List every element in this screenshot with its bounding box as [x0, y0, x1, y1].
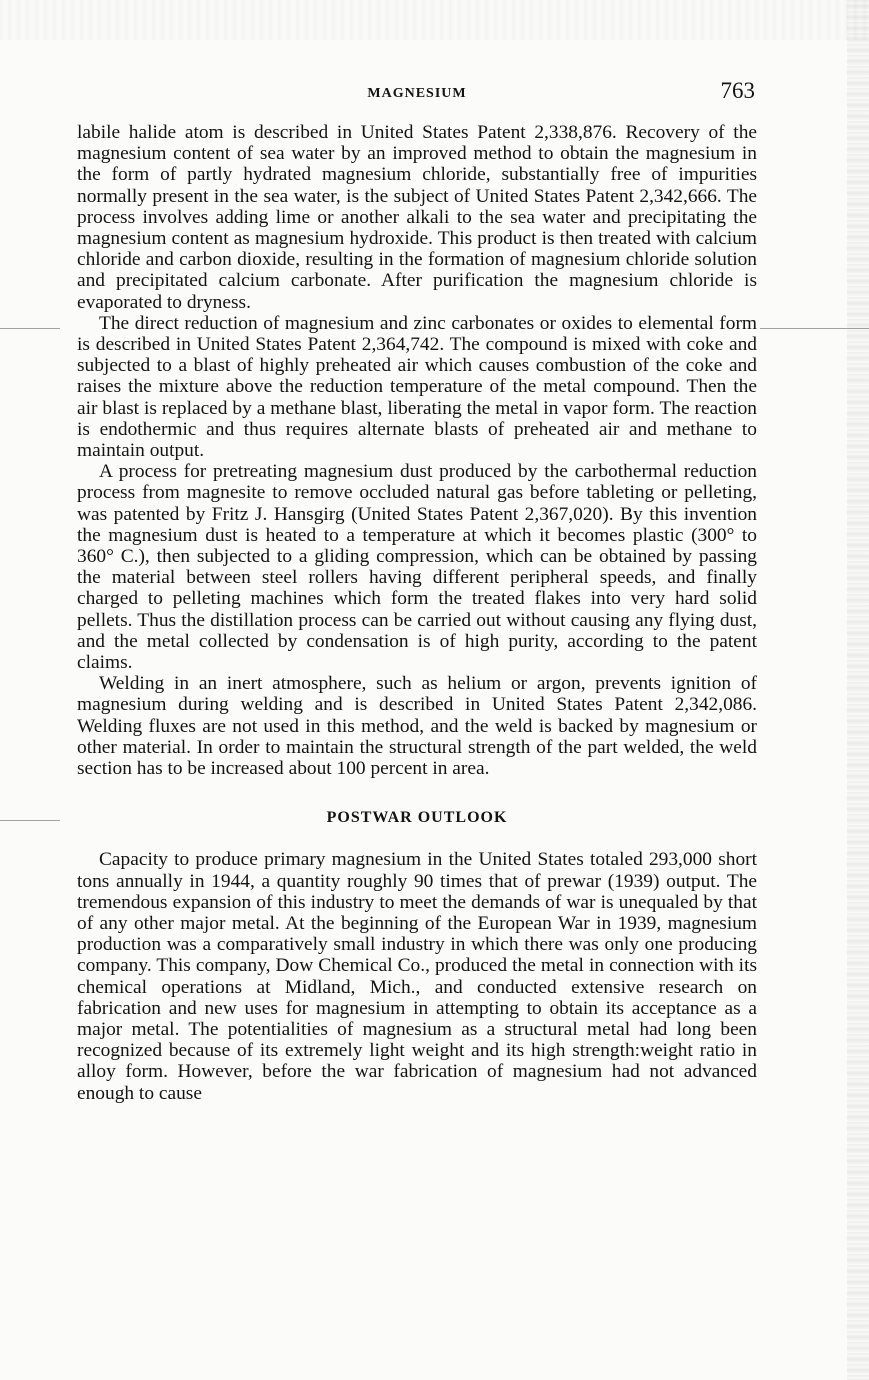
running-title: MAGNESIUM: [367, 86, 467, 101]
paragraph-direct-reduction: The direct reduction of magnesium and zinc carbonates or oxides to elemental form is described in United States Patent 2,364,742. The compound is mixed with coke and subjected to a blast of highly preheated air which causes combustion of the coke and raises the mixture above the reduction temperature of the metal compound. Then the air blast is replaced by a methane blast, liberating the metal in vapor form. The reaction is endothermic and thus requires alternate blasts of preheated air and methane to maintain output.: [77, 312, 757, 462]
scan-line-left: [0, 328, 60, 329]
scan-noise-top: [0, 0, 869, 40]
paragraph-welding: Welding in an inert atmosphere, such as helium or argon, prevents ignition of magnesium during welding and is described in United States Patent 2,342,086. Welding fluxes are not used in this method, and the weld is backed by magnesium or other material. In order to maintain the structural strength of the part welded, the weld section has to be increased about 100 percent in area.: [77, 673, 757, 780]
section-heading-postwar-outlook: POSTWAR OUTLOOK: [326, 809, 508, 827]
page-number: 763: [720, 78, 755, 103]
running-head: [77, 78, 757, 110]
paragraph-capacity: Capacity to produce primary magnesium in the United States totaled 293,000 short tons annually in 1944, a quantity roughly 90 times that of prewar (1939) output. The tremendous expansion of this industry to meet the demands of war is unequaled by that of any other major metal. At the beginning of the European War in 1939, magnesium production was a comparatively small industry in which there was only one producing company. This company, Dow Chemical Co., produced the metal in connection with its chemical operations at Midland, Mich., and conducted extensive research on fabrication and new uses for magnesium in attempting to obtain its acceptance as a major metal. The potentialities of magnesium as a structural metal had long been recognized because of its extremely light weight and its high strength:weight ratio in alloy form. However, before the war fabrication of magnesium had not advanced enough to cause: [77, 849, 757, 1104]
body-text: [77, 122, 757, 1104]
paragraph-magnesium-dust: A process for pretreating magnesium dust produced by the carbothermal reduction process from magnesite to remove occluded natural gas before tableting or pelleting, was patented by Fritz J. Hansgirg (United States Patent 2,367,020). By this invention the magnesium dust is heated to a temperature at which it becomes plastic (300° to 360° C.), then subjected to a gliding compression, which can be obtained by passing the material between steel rollers having different peripheral speeds, and finally charged to pelleting machines which form the treated flakes into very hard solid pellets. Thus the distillation process can be carried out without causing any flying dust, and the metal collected by condensation is of high purity, according to the patent claims.: [77, 461, 757, 674]
scan-noise-edge: [847, 0, 869, 1380]
scan-line-right: [760, 328, 869, 329]
book-page: [77, 78, 757, 1104]
paragraph-patent-2338876: labile halide atom is described in United States Patent 2,338,876. Recovery of the magnesium content of sea water by an improved method to obtain the magnesium in the form of partly hydrated magnesium chloride, substantially free of impurities normally present in the sea water, is the subject of United States Patent 2,342,666. The process involves adding lime or another alkali to the sea water and precipitating the magnesium content as magnesium hydroxide. This product is then treated with calcium chloride and carbon dioxide, resulting in the formation of magnesium chloride solution and precipitated calcium carbonate. After purification the magnesium chloride is evaporated to dryness.: [77, 122, 757, 313]
scan-line-left-lower: [0, 820, 60, 821]
